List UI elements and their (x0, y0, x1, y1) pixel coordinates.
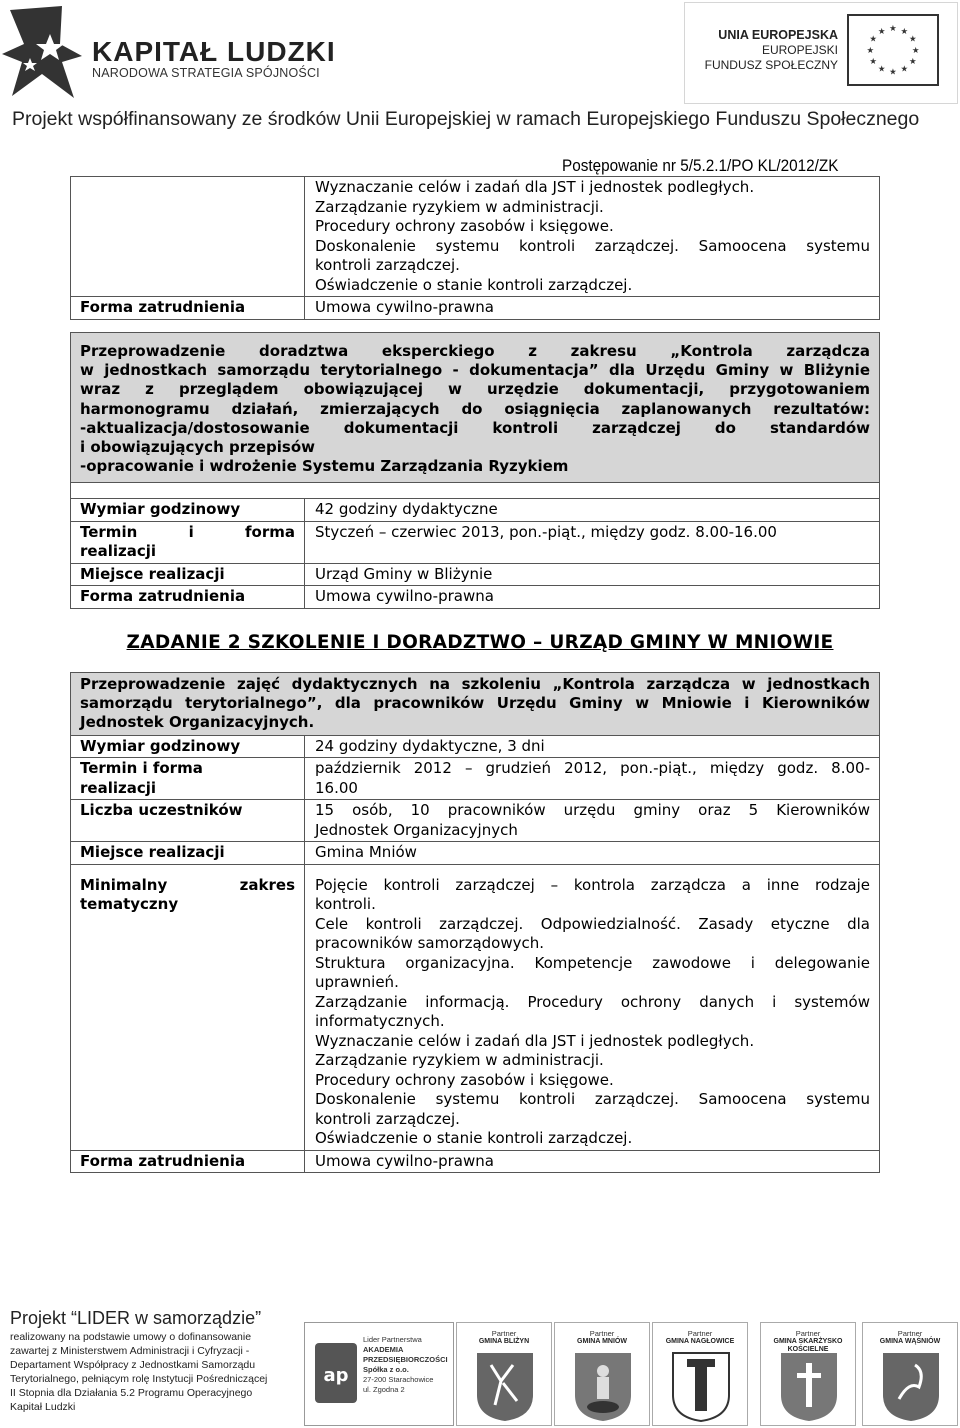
employment-value: Umowa cywilno-prawna (315, 587, 494, 606)
table-row (71, 865, 879, 1151)
leader-text (363, 1335, 448, 1395)
procedure-number: Postępowanie nr 5/5.2.1/PO KL/2012/ZK (562, 156, 839, 175)
leader-logo-box (304, 1322, 454, 1426)
description-line: w jednostkach samorządu terytorialnego - dokumentacja” dla Urzędu Gminy w Bliżynie (80, 361, 870, 380)
eu-line-3: FUNDUSZ SPOŁECZNY (704, 58, 838, 72)
place-value: Gmina Mniów (315, 843, 417, 862)
table-row (71, 522, 879, 564)
description-line: harmonogramu działań, zmierzających do osiągnięcia zaplanowanych rezultatów: (80, 399, 870, 418)
svg-text:★: ★ (909, 57, 917, 68)
employment-value: Umowa cywilno-prawna (315, 298, 494, 316)
kapital-ludzki-logo-icon (2, 4, 88, 100)
topic-line: kontroli zarządczej. (315, 256, 460, 274)
description-line: samorządu terytorialnego”, dla pracowników Urzędu Gminy w Mniowie i Kierowników (80, 694, 870, 713)
scope-line: kontroli zarządczej. (315, 1109, 460, 1128)
eu-label (700, 28, 838, 73)
description-line: Przeprowadzenie doradztwa eksperckiego z zakresu „Kontrola zarządcza (80, 342, 870, 360)
employment-label: Forma zatrudnienia (71, 1151, 305, 1173)
term-label-line: realizacji (80, 778, 157, 797)
program-subtitle: NARODOWA STRATEGIA SPÓJNOŚCI (92, 66, 320, 80)
leader-line: 27-200 Starachowice (363, 1375, 434, 1384)
term-value (305, 758, 879, 799)
participants-value (305, 800, 879, 841)
scope-line: Wyznaczanie celów i zadań dla JST i jednostek podległych. (315, 1031, 755, 1050)
leader-line: ul. Zgodna 2 (363, 1385, 405, 1394)
footer-project-title: Projekt “LIDER w samorządzie” (10, 1308, 262, 1328)
partner-name: GMINA SKARŻYSKO KOŚCIELNE (773, 1338, 843, 1353)
scope-line: Struktura organizacyjna. Kompetencje zawodowe i delegowanie (315, 953, 870, 972)
place-value: Urząd Gminy w Bliżynie (315, 564, 493, 583)
svg-text:★: ★ (909, 34, 917, 45)
participants-line: 15 osób, 10 pracowników urzędu gminy oraz 5 Kierowników (315, 801, 870, 820)
partner-naglowice (652, 1322, 748, 1426)
term-value-line: 16.00 (315, 778, 358, 797)
employment-value: Umowa cywilno-prawna (315, 1151, 494, 1170)
partner-wasniow (862, 1322, 958, 1426)
partner-label: Partner (589, 1329, 615, 1338)
partner-label: Partner (491, 1329, 517, 1338)
table-row (71, 297, 879, 319)
svg-text:★: ★ (877, 64, 886, 75)
svg-text:ap: ap (323, 1365, 349, 1386)
task-description (71, 333, 879, 483)
description-line: i obowiązujących przepisów (80, 438, 315, 457)
term-value: Styczeń – czerwiec 2013, pon.-piąt., między godz. 8.00-16.00 (315, 522, 777, 541)
leader-line: Lider Partnerstwa (363, 1335, 422, 1344)
eu-line-1: UNIA EUROPEJSKA (718, 28, 838, 42)
page-footer (0, 1300, 960, 1428)
table-row (71, 564, 879, 587)
partner-mniow (554, 1322, 650, 1426)
leader-line: AKADEMIA (363, 1345, 404, 1354)
footer-desc-line: Kapitał Ludzki (10, 1401, 76, 1413)
scope-line: uprawnień. (315, 973, 399, 992)
footer-desc-line: Terytorialnego, pełniącym rolę Instytucji Pośredniczącej (10, 1373, 268, 1385)
scope-label-line: Minimalny zakres (80, 875, 295, 894)
scope-line: kontroli. (315, 895, 376, 914)
spacer (71, 483, 879, 499)
scope-label-line: tematyczny (80, 895, 179, 914)
table-continuation (70, 176, 880, 320)
partner-label: Partner (795, 1329, 821, 1338)
naglowice-crest-icon (669, 1351, 733, 1423)
wasniow-crest-icon (879, 1351, 943, 1423)
participants-line: Jednostek Organizacyjnych (315, 820, 518, 839)
term-label-line: Termin i forma (80, 759, 203, 778)
program-title: KAPITAŁ LUDZKI (92, 36, 336, 67)
description-line: -opracowanie i wdrożenie Systemu Zarządzania Ryzykiem (80, 457, 569, 476)
employment-label: Forma zatrudnienia (71, 586, 305, 608)
partner-name: GMINA MNIÓW (577, 1338, 627, 1345)
svg-text:★: ★ (877, 26, 886, 37)
akademia-logo-icon (315, 1343, 357, 1403)
table-row (71, 758, 879, 800)
scope-value (305, 865, 879, 1150)
cofinancing-line: Projekt współfinansowany ze środków Unii Europejskiej w ramach Europejskiego Funduszu Społecznego (12, 108, 920, 130)
partner-name: GMINA NAGŁOWICE (665, 1338, 735, 1345)
eu-line-2: EUROPEJSKI (761, 43, 838, 57)
description-line: Jednostek Organizacyjnych. (80, 713, 315, 732)
table-row (71, 499, 879, 522)
skarzysko-crest-icon (777, 1351, 841, 1423)
partner-label: Partner (687, 1329, 713, 1338)
hours-value: 24 godziny dydaktyczne, 3 dni (315, 736, 545, 755)
svg-text:★: ★ (869, 57, 877, 68)
partner-name: GMINA BLIŻYN (478, 1338, 530, 1345)
table-row (71, 586, 879, 608)
svg-text:★: ★ (889, 24, 897, 35)
hours-value: 42 godziny dydaktyczne (315, 500, 498, 519)
topic-line: Doskonalenie systemu kontroli zarządczej. Samoocena systemu (315, 236, 870, 255)
scope-line: Zarządzanie ryzykiem w administracji. (315, 1051, 604, 1070)
svg-text:★: ★ (900, 64, 909, 75)
table-row (71, 842, 879, 865)
topic-line: Wyznaczanie celów i zadań dla JST i jednostek podległych. (315, 178, 755, 196)
mniow-crest-icon (571, 1351, 635, 1423)
table-training-mniow (70, 672, 880, 1173)
svg-text:★: ★ (866, 45, 875, 56)
table-row (71, 1151, 879, 1173)
footer-project-desc (10, 1330, 280, 1414)
participants-label: Liczba uczestników (71, 800, 305, 841)
topic-line: Procedury ochrony zasobów i księgowe. (315, 217, 614, 235)
description-line: -aktualizacja/dostosowanie dokumentacji kontroli zarządczej do standardów (80, 418, 870, 437)
scope-line: Procedury ochrony zasobów i księgowe. (315, 1070, 614, 1089)
partner-name: GMINA WĄŚNIÓW (879, 1338, 941, 1345)
description-line: Przeprowadzenie zajęć dydaktycznych na szkoleniu „Kontrola zarządcza w jednostkach (80, 675, 870, 693)
topic-line: Zarządzanie ryzykiem w administracji. (315, 197, 604, 216)
footer-desc-line: realizowany na podstawie umowy o dofinansowanie (10, 1331, 252, 1343)
term-value-line: październik 2012 – grudzień 2012, pon.-piąt., między godz. 8.00- (315, 759, 870, 778)
term-label (71, 758, 305, 799)
term-label-line: realizacji (80, 542, 157, 561)
footer-desc-line: Departament Współpracy z Jednostkami Samorządu (10, 1359, 256, 1371)
scope-line: Doskonalenie systemu kontroli zarządczej. Samoocena systemu (315, 1090, 870, 1109)
row-label-empty (71, 177, 305, 296)
table-row (71, 800, 879, 842)
scope-line: Oświadczenie o stanie kontroli zarządczej. (315, 1129, 633, 1148)
svg-text:★: ★ (911, 45, 920, 56)
place-label: Miejsce realizacji (71, 564, 305, 586)
table-consulting-blizyn (70, 332, 880, 609)
blizyn-crest-icon (473, 1351, 537, 1423)
leader-line: Spółka z o.o. (363, 1365, 409, 1374)
description-line: wraz z przeglądem obowiązującej w urzędzie dokumentacji, przygotowaniem (80, 380, 870, 399)
scope-line: pracowników samorządowych. (315, 934, 545, 953)
employment-label: Forma zatrudnienia (71, 297, 305, 319)
footer-desc-line: zawartej z Ministerstwem Administracji i Cyfryzacji - (10, 1345, 250, 1357)
svg-text:★: ★ (869, 34, 877, 45)
task-description (71, 673, 879, 736)
table-row (71, 177, 879, 297)
scope-line: Pojęcie kontroli zarządczej – kontrola zarządcza a inne rodzaje (315, 875, 870, 894)
scope-line: Cele kontroli zarządczej. Odpowiedzialność. Zasady etyczne dla (315, 914, 870, 933)
term-label (71, 522, 305, 563)
partner-skarzysko (760, 1322, 856, 1426)
svg-text:★: ★ (900, 26, 909, 37)
table-row (71, 736, 879, 759)
place-label: Miejsce realizacji (71, 842, 305, 864)
section-heading: ZADANIE 2 SZKOLENIE I DORADZTWO – URZĄD GMINY W MNIOWIE (126, 632, 834, 653)
hours-label: Wymiar godzinowy (71, 736, 305, 758)
scope-label (71, 865, 305, 1150)
hours-label: Wymiar godzinowy (71, 499, 305, 521)
svg-text:★: ★ (889, 67, 897, 78)
topic-line: Oświadczenie o stanie kontroli zarządczej. (315, 275, 633, 294)
leader-line: PRZEDSIĘBIORCZOŚCI (363, 1355, 448, 1364)
term-label-line: Termin i forma (80, 522, 295, 541)
topics-cell (305, 177, 879, 296)
partner-label: Partner (897, 1329, 923, 1338)
scope-line: Zarządzanie informacją. Procedury ochrony danych i systemów (315, 992, 870, 1011)
page-header (0, 0, 960, 140)
partner-blizyn (456, 1322, 552, 1426)
eu-flag-icon (847, 14, 939, 86)
footer-desc-line: II Stopnia dla Działania 5.2 Programu Operacyjnego (10, 1387, 253, 1399)
scope-line: informatycznych. (315, 1012, 445, 1031)
